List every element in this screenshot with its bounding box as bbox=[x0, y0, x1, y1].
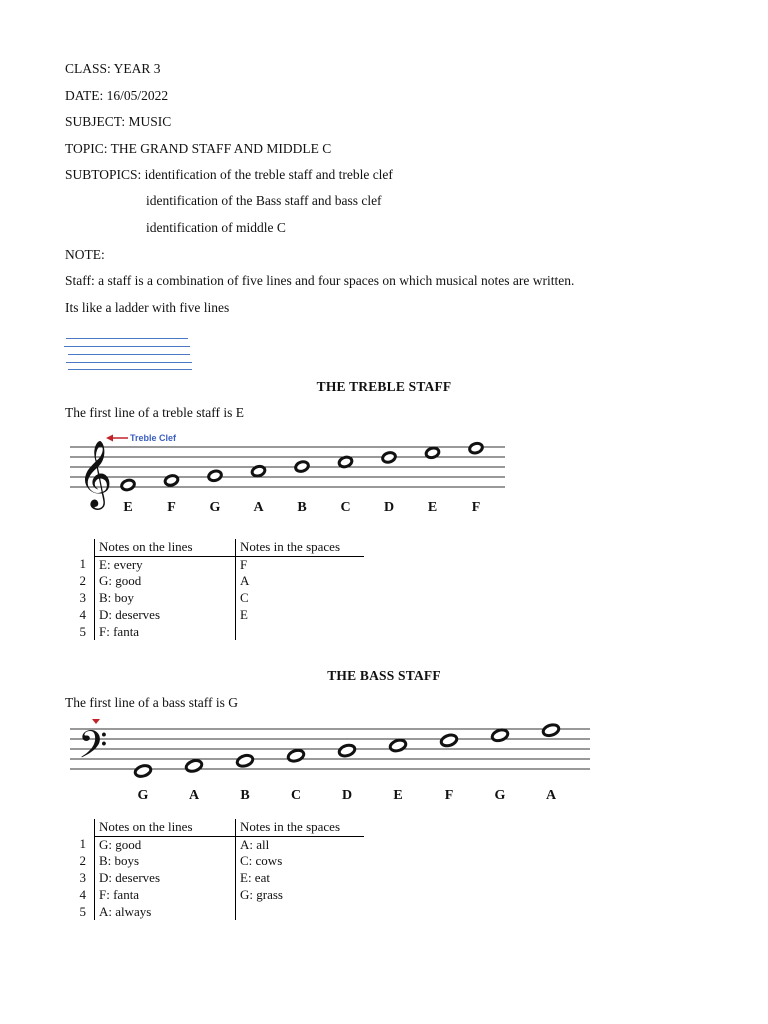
bass-staff-lines bbox=[70, 729, 590, 769]
note-head bbox=[164, 474, 179, 487]
space-note: A: all bbox=[240, 836, 270, 852]
line-note: A: always bbox=[95, 904, 236, 921]
line-note: D: deserves bbox=[95, 607, 236, 624]
note-label: D bbox=[383, 500, 395, 515]
ladder-line: Its like a ladder with five lines bbox=[65, 300, 230, 315]
bass-notes bbox=[134, 723, 560, 778]
row-number: 1 bbox=[79, 836, 86, 852]
note-head bbox=[294, 460, 309, 473]
note-label: F bbox=[444, 788, 454, 803]
note-head bbox=[134, 764, 152, 778]
note-label: A bbox=[253, 500, 264, 515]
date-line: DATE: 16/05/2022 bbox=[65, 88, 169, 103]
table-row bbox=[60, 870, 364, 887]
table-row bbox=[60, 904, 364, 921]
subtopic-2: identification of the Bass staff and bass clef bbox=[146, 193, 382, 208]
note-label: B bbox=[297, 500, 307, 515]
bass-note-labels bbox=[138, 788, 557, 803]
space-note: E: eat bbox=[240, 870, 270, 886]
space-note: C: cows bbox=[240, 853, 283, 869]
class-line: CLASS: YEAR 3 bbox=[65, 61, 161, 76]
note-label: E bbox=[123, 500, 133, 515]
note-label: A bbox=[188, 788, 200, 803]
subtopics-line: SUBTOPICS: identification of the treble staff and treble clef bbox=[65, 167, 393, 182]
note-label: C bbox=[340, 500, 351, 515]
note-head bbox=[287, 748, 305, 762]
note-label: B bbox=[240, 788, 250, 803]
space-note: G: grass bbox=[240, 886, 283, 902]
treble-first-line: The first line of a treble staff is E bbox=[65, 405, 244, 420]
note-label: F bbox=[471, 500, 481, 515]
row-number: 2 bbox=[79, 573, 86, 589]
space-note: F bbox=[240, 556, 248, 572]
note-label: G bbox=[209, 500, 221, 515]
treble-heading: THE TREBLE STAFF bbox=[316, 379, 452, 394]
row-number: 3 bbox=[79, 590, 86, 606]
staff-definition: Staff: a staff is a combination of five lines and four spaces on which musical notes are written. bbox=[65, 273, 575, 288]
note-label: E bbox=[427, 500, 438, 515]
bass-clef-icon: 𝄢 bbox=[78, 722, 108, 776]
note-head bbox=[468, 442, 483, 455]
line-note: E: every bbox=[95, 556, 236, 573]
note-head bbox=[120, 479, 135, 492]
treble-clef-tag: Treble Clef bbox=[130, 433, 177, 443]
header-lines: Notes on the lines bbox=[95, 539, 236, 556]
table-row bbox=[60, 624, 364, 641]
line-note: F: fanta bbox=[95, 624, 236, 641]
line-note: G: good bbox=[95, 836, 236, 853]
subtopic-3: identification of middle C bbox=[146, 220, 286, 235]
note-label: D bbox=[341, 788, 353, 803]
row-number: 1 bbox=[79, 556, 86, 572]
bass-staff bbox=[60, 715, 600, 815]
note-head bbox=[338, 743, 356, 757]
header-spaces: Notes in the spaces bbox=[236, 819, 365, 836]
note-label: G bbox=[137, 788, 149, 803]
table-row bbox=[60, 887, 364, 904]
line-note: D: deserves bbox=[95, 870, 236, 887]
treble-note-labels bbox=[123, 500, 480, 515]
line-note: B: boy bbox=[95, 590, 236, 607]
note-label: C bbox=[290, 788, 302, 803]
note-head bbox=[389, 738, 407, 752]
note-label: NOTE: bbox=[65, 247, 105, 262]
table-row bbox=[60, 590, 364, 607]
row-number: 5 bbox=[79, 623, 86, 639]
header-spaces: Notes in the spaces bbox=[236, 539, 365, 556]
ladder-illustration bbox=[64, 336, 194, 376]
table-header-row bbox=[60, 539, 364, 556]
bass-notes-table bbox=[60, 819, 364, 920]
topic-line: TOPIC: THE GRAND STAFF AND MIDDLE C bbox=[65, 141, 332, 156]
bass-first-line: The first line of a bass staff is G bbox=[65, 695, 238, 710]
line-note: G: good bbox=[95, 573, 236, 590]
note-head bbox=[236, 754, 254, 768]
table-row bbox=[60, 573, 364, 590]
note-head bbox=[185, 759, 203, 773]
table-row bbox=[60, 607, 364, 624]
note-head bbox=[381, 451, 396, 464]
table-row bbox=[60, 836, 364, 853]
note-label: G bbox=[494, 788, 506, 803]
row-number: 2 bbox=[79, 853, 86, 869]
row-number: 4 bbox=[79, 606, 86, 622]
space-note: E bbox=[240, 606, 248, 622]
table-row bbox=[60, 556, 364, 573]
treble-staff bbox=[60, 425, 520, 525]
line-note: F: fanta bbox=[95, 887, 236, 904]
note-label: F bbox=[167, 500, 176, 515]
note-head bbox=[440, 733, 458, 747]
space-note: C bbox=[240, 590, 249, 606]
treble-clef-icon: 𝄞 bbox=[78, 439, 113, 507]
space-note bbox=[236, 904, 365, 921]
note-head bbox=[207, 469, 222, 482]
note-head bbox=[491, 728, 509, 742]
line-note: B: boys bbox=[95, 853, 236, 870]
space-note bbox=[236, 624, 365, 641]
bass-heading: THE BASS STAFF bbox=[327, 668, 441, 683]
treble-notes-table bbox=[60, 539, 364, 640]
row-number: 4 bbox=[79, 886, 86, 902]
note-head bbox=[338, 456, 353, 469]
space-note: A bbox=[240, 573, 250, 589]
note-label: A bbox=[545, 788, 557, 803]
table-header-row bbox=[60, 819, 364, 836]
table-row bbox=[60, 853, 364, 870]
subject-line: SUBJECT: MUSIC bbox=[65, 114, 172, 129]
row-number: 5 bbox=[79, 903, 86, 919]
note-head bbox=[542, 723, 560, 737]
header-lines: Notes on the lines bbox=[95, 819, 236, 836]
note-label: E bbox=[393, 788, 403, 803]
row-number: 3 bbox=[79, 870, 86, 886]
